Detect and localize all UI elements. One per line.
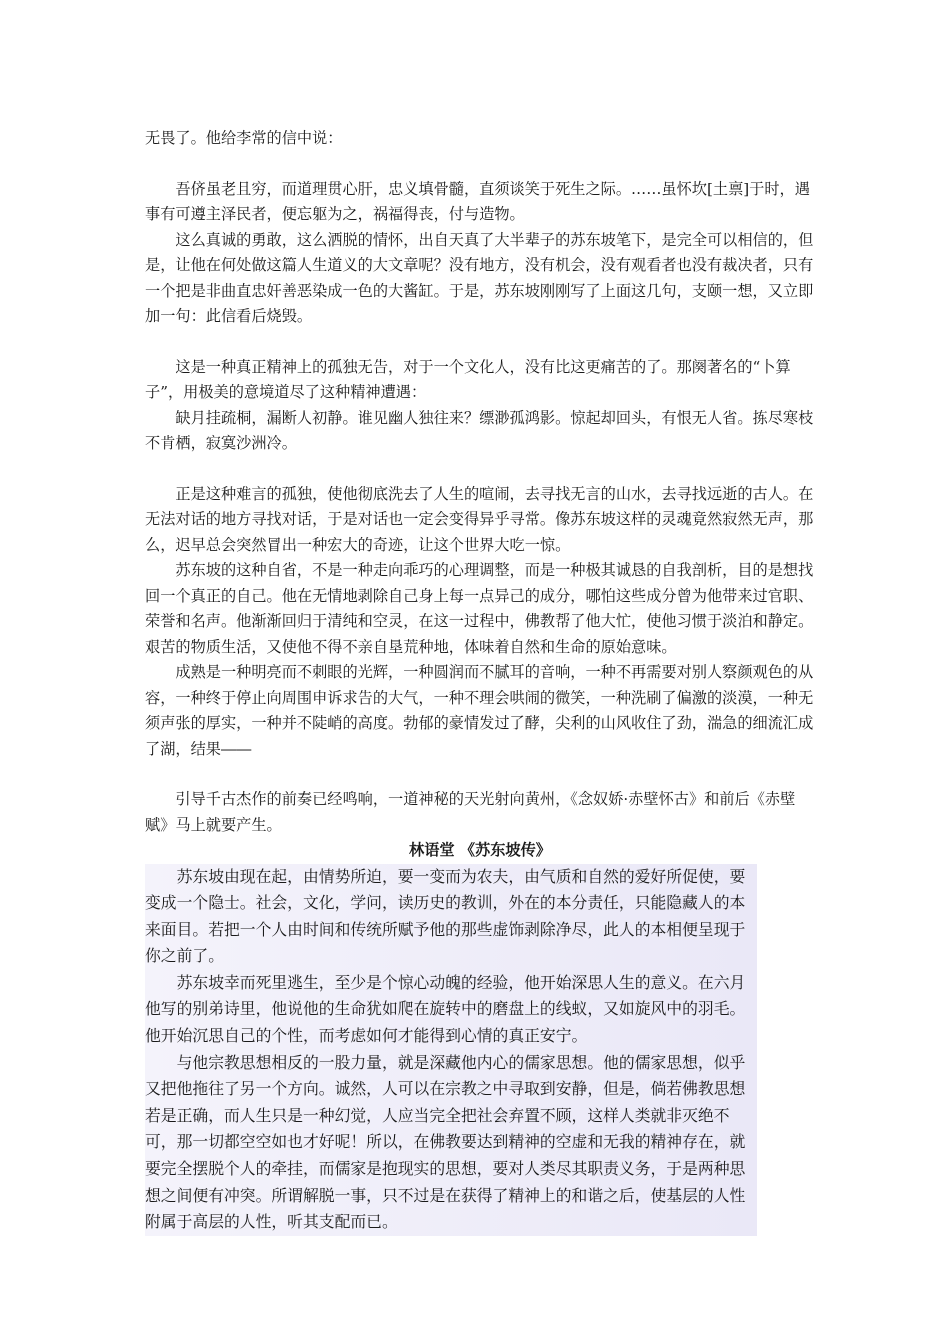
quoted-letter: 吾侪虽老且穷，而道理贯心肝，忠义填骨髓，直须谈笑于死生之际。……虽怀坎[土禀]于时，遇事有可遵主泽民者，便忘躯为之，祸福得丧，付与造物。: [145, 179, 810, 223]
spacer: [145, 457, 815, 482]
paragraph: 正是这种难言的孤独，使他彻底洗去了人生的喧闹，去寻找无言的山水，去寻找远逝的古人。在无法对话的地方寻找对话，于是对话也一定会变得异乎寻常。像苏东坡这样的灵魂竟然寂然无声，那么，迟早总会突然冒出一种宏大的奇迹，让这个世界大吃一惊。: [145, 484, 814, 554]
paragraph: 成熟是一种明亮而不刺眼的光辉，一种圆润而不腻耳的音响，一种不再需要对别人察颜观色的从容，一种终于停止向周围申诉求告的大气，一种不理会哄闹的微笑，一种洗刷了偏激的淡漠，一种无须声张的厚实，一种并不陡峭的高度。勃郁的豪情发过了酵，尖利的山风收住了劲，湍急的细流汇成了湖，结果――: [145, 663, 814, 758]
spacer: [145, 330, 815, 355]
paragraph: 引导千古杰作的前奏已经鸣响，一道神秘的天光射向黄州，《念奴娇·赤壁怀古》和前后《赤壁赋》马上就要产生。: [145, 790, 796, 834]
spacer: [145, 152, 815, 177]
highlighted-paragraph: 苏东坡幸而死里逃生，至少是个惊心动魄的经验，他开始深思人生的意义。在六月他写的别弟诗里，他说他的生命犹如爬在旋转中的磨盘上的线蚁，又如旋风中的羽毛。他开始沉思自己的个性，而考虑如何才能得到心情的真正安宁。: [145, 970, 757, 1050]
highlighted-paragraph: 与他宗教思想相反的一股力量，就是深藏他内心的儒家思想。他的儒家思想，似乎又把他拖往了另一个方向。诚然，人可以在宗教之中寻取到安静，但是，倘若佛教思想若是正确，而人生只是一种幻觉，人应当完全把社会弃置不顾，这样人类就非灭绝不可，那一切都空空如也才好呢！所以，在佛教要达到精神的空虚和无我的精神存在，就要完全摆脱个人的牵挂，而儒家是抱现实的思想，要对人类尽其职责义务，于是两种思想之间便有冲突。所谓解脱一事，只不过是在获得了精神上的和谐之后，使基层的人性附属于高层的人性，听其支配而已。: [145, 1050, 757, 1236]
section-title: 林语堂 《苏东坡传》: [409, 841, 551, 859]
article-body: [145, 126, 815, 1236]
paragraph: 苏东坡的这种自省，不是一种走向乖巧的心理调整，而是一种极其诚恳的自我剖析，目的是想找回一个真正的自己。他在无情地剥除自己身上每一点异己的成分，哪怕这些成分曾为他带来过官职、荣誉和名声。他渐渐回归于清纯和空灵，在这一过程中，佛教帮了他大忙，使他习惯于淡泊和静定。艰苦的物质生活，又使他不得不亲自垦荒种地，体味着自然和生命的原始意味。: [145, 561, 814, 656]
highlighted-paragraph: 苏东坡由现在起，由情势所迫，要一变而为农夫，由气质和自然的爱好所促使，要变成一个隐士。社会，文化，学问，读历史的教训，外在的本分责任，只能隐藏人的本来面目。若把一个人由时间和传统所赋予他的那些虚饰剥除净尽，此人的本相便呈现于你之前了。: [145, 864, 757, 970]
paragraph: 这是一种真正精神上的孤独无告，对于一个文化人，没有比这更痛苦的了。那阕著名的“卜算子”，用极美的意境道尽了这种精神遭遇：: [145, 357, 791, 401]
poem: 缺月挂疏桐，漏断人初静。谁见幽人独往来？缥渺孤鸿影。惊起却回头，有恨无人省。拣尽寒枝不肯栖，寂寞沙洲冷。: [145, 408, 814, 452]
paragraph: 这么真诚的勇敢，这么洒脱的情怀，出自天真了大半辈子的苏东坡笔下，是完全可以相信的，但是，让他在何处做这篇人生道义的大文章呢？没有地方，没有机会，没有观看者也没有裁决者，只有一个把是非曲直忠奸善恶染成一色的大酱缸。于是，苏东坡刚刚写了上面这几句，支颐一想，又立即加一句：此信看后烧毁。: [145, 230, 814, 325]
spacer: [145, 762, 815, 787]
paragraph: 无畏了。他给李常的信中说：: [145, 129, 343, 147]
